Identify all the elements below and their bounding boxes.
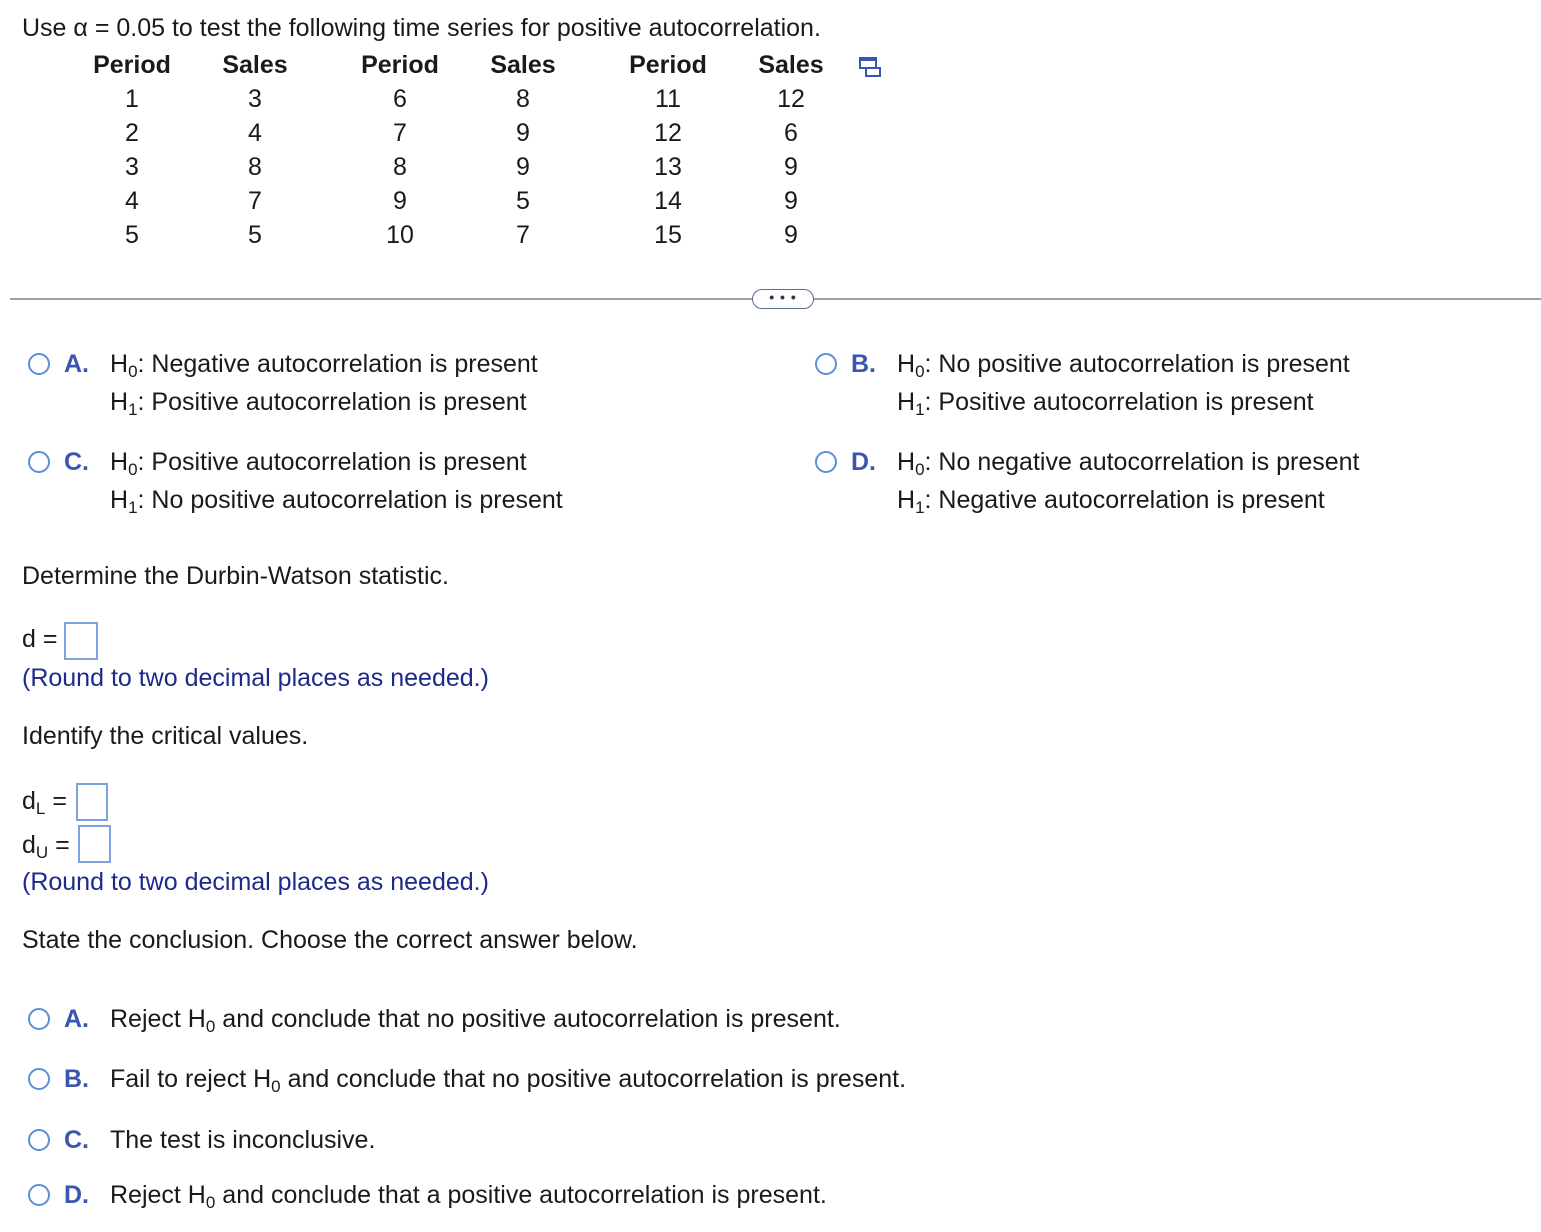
- period-cell: 3: [125, 153, 139, 181]
- period-cell: 13: [654, 153, 682, 181]
- conclusion-d-radio[interactable]: [28, 1184, 50, 1206]
- sales-cell: 9: [784, 153, 798, 181]
- hypothesis-b-radio[interactable]: [815, 353, 837, 375]
- conclusion-a-text[interactable]: Reject $H_0$ and conclude that no positive autocorrelation is present.: [110, 1005, 841, 1036]
- hypothesis-c-h0[interactable]: $H_0$: Positive autocorrelation is present: [110, 448, 527, 479]
- period-cell: 2: [125, 119, 139, 147]
- copy-table-icon[interactable]: [858, 56, 882, 78]
- conclusion-c-letter: C.: [64, 1126, 89, 1154]
- period-cell: 10: [386, 221, 414, 249]
- period-cell: 1: [125, 85, 139, 113]
- hypothesis-a-radio[interactable]: [28, 353, 50, 375]
- hypothesis-b-h1[interactable]: $H_1$: Positive autocorrelation is present: [897, 388, 1314, 419]
- hypothesis-c-h1[interactable]: $H_1$: No positive autocorrelation is present: [110, 486, 563, 517]
- sales-cell: 5: [248, 221, 262, 249]
- period-cell: 6: [393, 85, 407, 113]
- period-cell: 9: [393, 187, 407, 215]
- period-cell: 4: [125, 187, 139, 215]
- sales-cell: 9: [784, 221, 798, 249]
- period-cell: 8: [393, 153, 407, 181]
- conclusion-a-letter: A.: [64, 1005, 89, 1033]
- sales-cell: 5: [516, 187, 530, 215]
- conclusion-c-text[interactable]: The test is inconclusive.: [110, 1126, 376, 1154]
- sales-cell: 9: [784, 187, 798, 215]
- conclusion-c-radio[interactable]: [28, 1129, 50, 1151]
- conclusion-d-text[interactable]: Reject $H_0$ and conclude that a positive autocorrelation is present.: [110, 1181, 827, 1212]
- du-answer-box[interactable]: [78, 825, 111, 863]
- conclusion-b-radio[interactable]: [28, 1068, 50, 1090]
- sales-cell: 12: [777, 85, 805, 113]
- sales-cell: 7: [248, 187, 262, 215]
- sales-cell: 7: [516, 221, 530, 249]
- sales-cell: 6: [784, 119, 798, 147]
- hypothesis-a-h0[interactable]: $H_0$: Negative autocorrelation is present: [110, 350, 538, 381]
- period-cell: 5: [125, 221, 139, 249]
- sales-cell: 8: [516, 85, 530, 113]
- dw-prompt: Determine the Durbin-Watson statistic.: [22, 562, 450, 590]
- sales-cell: 4: [248, 119, 262, 147]
- hypothesis-a-h1[interactable]: $H_1$: Positive autocorrelation is present: [110, 388, 527, 419]
- hypothesis-c-radio[interactable]: [28, 451, 50, 473]
- intro-use: Use: [22, 14, 67, 42]
- dw-hint: (Round to two decimal places as needed.): [22, 664, 489, 692]
- dw-answer-box[interactable]: [64, 622, 98, 660]
- more-button[interactable]: • • •: [752, 289, 814, 309]
- critical-prompt: Identify the critical values.: [22, 722, 309, 750]
- dl-label: $d_L$ =: [22, 787, 67, 818]
- hypothesis-d-radio[interactable]: [815, 451, 837, 473]
- header-period-1: Period: [93, 51, 171, 79]
- sales-cell: 9: [516, 153, 530, 181]
- header-period-2: Period: [361, 51, 439, 79]
- intro-rest: to test the following time series for positive autocorrelation.: [171, 14, 821, 42]
- hypothesis-b-letter: B.: [851, 350, 876, 378]
- period-cell: 11: [655, 85, 681, 113]
- du-label: $d_U$ =: [22, 831, 70, 862]
- header-sales-3: Sales: [758, 51, 824, 79]
- period-cell: 12: [654, 119, 682, 147]
- sales-cell: 8: [248, 153, 262, 181]
- sales-cell: 3: [248, 85, 262, 113]
- hypothesis-c-letter: C.: [64, 448, 89, 476]
- conclusion-prompt: State the conclusion. Choose the correct answer below.: [22, 926, 638, 954]
- period-cell: 7: [393, 119, 407, 147]
- header-sales-1: Sales: [222, 51, 288, 79]
- question-text: [22, 13, 821, 43]
- conclusion-d-letter: D.: [64, 1181, 89, 1209]
- header-sales-2: Sales: [490, 51, 556, 79]
- period-cell: 15: [654, 221, 682, 249]
- dl-answer-box[interactable]: [76, 783, 108, 821]
- intro-alpha: α = 0.05: [73, 14, 166, 42]
- hypothesis-b-h0[interactable]: $H_0$: No positive autocorrelation is present: [897, 350, 1350, 381]
- header-period-3: Period: [629, 51, 707, 79]
- critical-hint: (Round to two decimal places as needed.): [22, 868, 489, 896]
- dw-label: d =: [22, 625, 58, 653]
- conclusion-b-text[interactable]: Fail to reject $H_0$ and conclude that no positive autocorrelation is present.: [110, 1065, 907, 1096]
- conclusion-a-radio[interactable]: [28, 1008, 50, 1030]
- hypothesis-d-letter: D.: [851, 448, 876, 476]
- hypothesis-d-h0[interactable]: $H_0$: No negative autocorrelation is present: [897, 448, 1360, 479]
- sales-cell: 9: [516, 119, 530, 147]
- period-cell: 14: [654, 187, 682, 215]
- hypothesis-a-letter: A.: [64, 350, 89, 378]
- hypothesis-d-h1[interactable]: $H_1$: Negative autocorrelation is present: [897, 486, 1325, 517]
- conclusion-b-letter: B.: [64, 1065, 89, 1093]
